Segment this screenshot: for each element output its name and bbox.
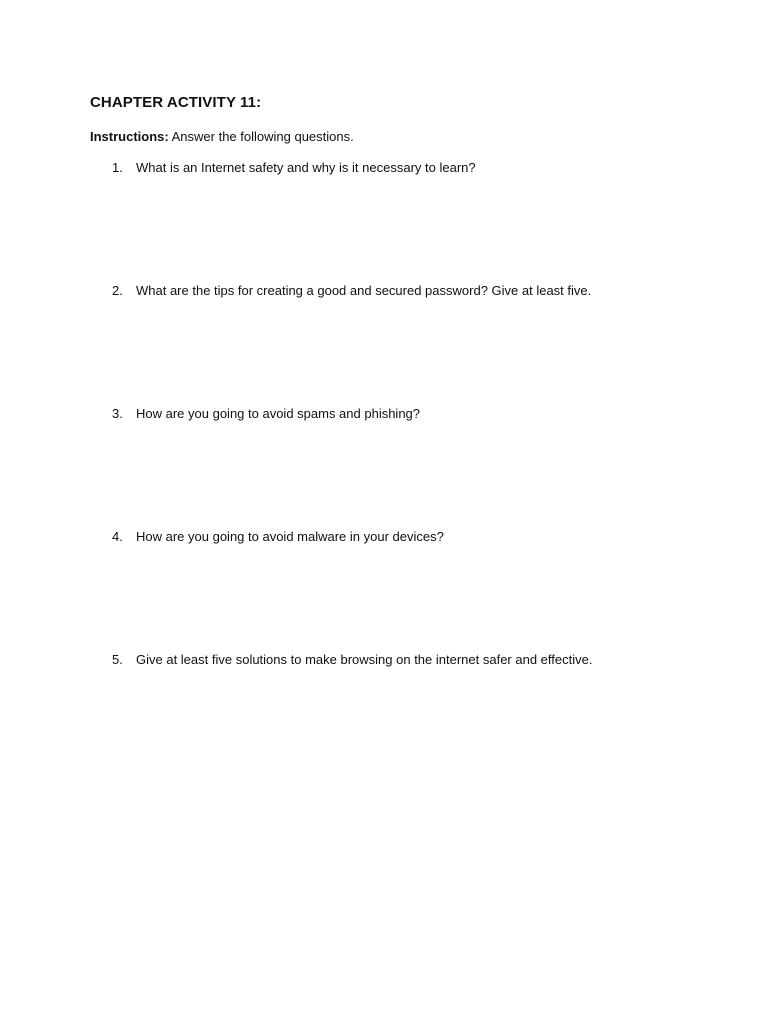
question-number: 3. — [112, 406, 123, 421]
question-number: 2. — [112, 283, 123, 298]
question-text: What are the tips for creating a good and secured password? Give at least five. — [136, 283, 592, 298]
question-5 — [112, 652, 592, 667]
question-text: What is an Internet safety and why is it necessary to learn? — [136, 160, 476, 175]
question-text: How are you going to avoid spams and phishing? — [136, 406, 421, 421]
question-4 — [112, 529, 444, 544]
question-3 — [112, 406, 420, 421]
instructions — [90, 129, 354, 144]
question-2 — [112, 283, 591, 298]
instructions-label: Instructions: — [90, 129, 169, 144]
question-number: 4. — [112, 529, 123, 544]
question-text: Give at least five solutions to make browsing on the internet safer and effective. — [136, 652, 593, 667]
chapter-title: CHAPTER ACTIVITY 11: — [90, 94, 262, 111]
question-1 — [112, 160, 476, 175]
question-number: 1. — [112, 160, 123, 175]
instructions-text: Answer the following questions. — [168, 129, 354, 144]
question-number: 5. — [112, 652, 123, 667]
question-text: How are you going to avoid malware in your devices? — [136, 529, 444, 544]
